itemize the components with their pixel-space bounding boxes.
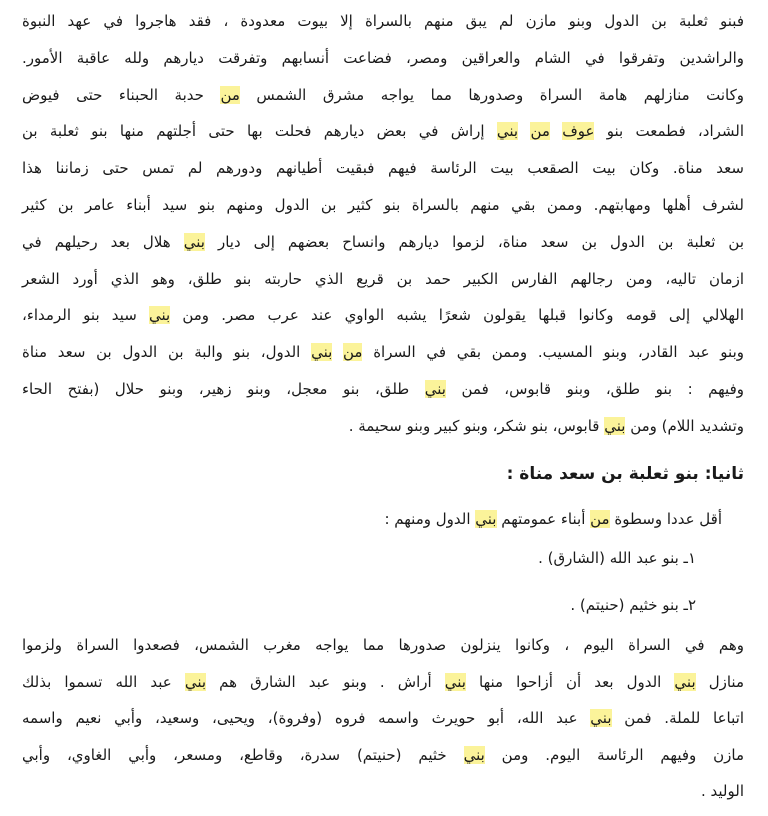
- text-run: عبد الله، أبو حويرث واسمه فروه (وفروة)، ويحيى، وسعيد، وأبي نعيم واسمه: [22, 709, 591, 727]
- highlighted-word: بني: [463, 745, 485, 764]
- text-run: طلق، بنو معجل، وبنو زهير، وبنو حلال (بفتح الحاء: [22, 380, 425, 398]
- text-run: [550, 122, 562, 140]
- text-run: عبد الله تسموا بذلك: [22, 672, 185, 691]
- text-line: [22, 8, 744, 34]
- text-run: هلال بعد رحيلهم في: [22, 232, 184, 251]
- text-run: الدول، بنو والبة بن الدول بن سعد مناة: [22, 343, 312, 362]
- highlighted-word: من: [590, 510, 610, 528]
- text-run: سعد مناة. وكان بيت الصقعب بيت الرئاسة فيهم فبقيت أطيانهم ودورهم لم تمس حتى زماننا هذا: [22, 159, 744, 178]
- text-line: [22, 376, 744, 402]
- text-run: الوليد .: [701, 782, 744, 800]
- text-run: أراش . وبنو عبد الشارق هم: [206, 672, 445, 691]
- text-run: أقل عددا وسطوة: [609, 510, 722, 528]
- text-line: [22, 302, 744, 328]
- text-run: والراشدين وتفرقوا في الشام والعراقين ومصر، فضاعت أنسابهم وتفرقت ديارهم ولله عاقبة الأمور.: [22, 48, 744, 67]
- highlighted-word: من: [530, 122, 550, 141]
- text-line: [22, 118, 744, 144]
- text-run: فبنو ثعلبة بن الدول وبنو مازن لم يبق منهم بالسراة إلا بيوت معدودة ، فقد هاجروا في عهد النبوة: [22, 12, 744, 30]
- list-item: ٢ـ بنو خثيم (حنيتم) .: [570, 596, 696, 614]
- text-run: قابوس، بنو شكر، وبنو كبير وبنو سحيمة .: [348, 416, 605, 435]
- text-line: [22, 266, 744, 292]
- highlighted-word: بني: [148, 306, 171, 325]
- text-line: [22, 339, 744, 365]
- text-run: حدبة الحبناء حتى فيوض: [22, 85, 221, 104]
- highlighted-word: من: [220, 85, 240, 104]
- list-item: ١ـ بنو عبد الله (الشارق) .: [538, 549, 696, 567]
- text-run: أبناء عمومتهم: [496, 510, 591, 528]
- text-line: [22, 413, 744, 439]
- text-run: ازمان تاليه، ومن رجالهم الفارس الكبير حمد بن قريع الذي حاربته بنو طلق، وهو الذي أورد الشعر: [22, 269, 744, 288]
- text-run: الشراد، فطمعت بنو: [594, 122, 745, 141]
- highlighted-word: بني: [590, 709, 612, 727]
- text-run: وتشديد اللام) ومن: [625, 416, 744, 435]
- text-run: لشرف أهلها ومهابتهم. وممن بقي منهم بالسراة بنو كثير بن الدول ومنهم بنو سيد أبناء عامر بن كثير: [22, 196, 744, 214]
- highlighted-word: بني: [184, 672, 207, 691]
- text-run: وبنو عبد القادر، وبنو المسيب. وممن بقي في السراة: [362, 343, 744, 362]
- highlighted-word: بني: [444, 672, 466, 691]
- text-run: وكانت منازلهم هامة السراة وصدورها مما يواجه مشرق الشمس: [239, 85, 745, 104]
- highlighted-word: بني: [475, 510, 497, 528]
- highlighted-word: بني: [604, 416, 626, 435]
- text-run: الهلالي إلى قومه وكانوا قبلها يقولون شعرًا يشبه الواوي عند عرب مصر. ومن: [170, 306, 744, 325]
- highlighted-word: من: [343, 343, 363, 362]
- text-run: مازن وفيهم الرئاسة اليوم. ومن: [484, 745, 744, 764]
- text-run: الدول ومنهم :: [384, 510, 476, 528]
- text-line: [22, 669, 744, 695]
- highlighted-word: بني: [496, 122, 519, 141]
- text-run: وفيهم : بنو طلق، وبنو قابوس، فمن: [445, 380, 744, 398]
- text-run: إراش في بعض ديارهم فحلت بها حتى أجلتهم منها بنو ثعلبة بن: [22, 122, 497, 141]
- text-run: اتباعا للملة. فمن: [611, 709, 744, 727]
- text-line: [22, 45, 744, 71]
- text-run: خثيم (حنيتم) سدرة، وقاطع، ومسعر، وأبي الغاوي، وأبي: [22, 745, 464, 764]
- text-line: [22, 632, 744, 658]
- text-line: [22, 229, 744, 255]
- highlighted-word: بني: [183, 232, 205, 251]
- intro-line: [22, 506, 722, 532]
- text-run: وهم في السراة اليوم ، وكانوا ينزلون صدورها مما يواجه مغرب الشمس، فصعدوا السراة ولزموا: [22, 636, 744, 654]
- highlighted-word: بني: [674, 672, 696, 691]
- text-line: [22, 192, 744, 218]
- text-line: [22, 82, 744, 108]
- text-line: [22, 155, 744, 181]
- text-run: الدول بعد أن أزاحوا منها: [465, 672, 675, 691]
- text-run: منازل: [695, 672, 744, 691]
- text-run: بن ثعلبة بن الدول بن سعد مناة، لزموا ديارهم وانساح بعضهم إلى ديار: [204, 232, 745, 251]
- highlighted-word: بني: [311, 343, 333, 362]
- text-line: [22, 778, 744, 804]
- text-run: [518, 122, 530, 140]
- highlighted-word: عوف: [562, 122, 595, 141]
- section-heading: ثانيا: بنو ثعلبة بن سعد مناة :: [506, 464, 744, 484]
- text-run: سيد بنو الرمداء،: [22, 306, 149, 325]
- text-line: [22, 742, 744, 768]
- text-run: [332, 343, 343, 361]
- text-line: [22, 705, 744, 731]
- highlighted-word: بني: [424, 380, 446, 398]
